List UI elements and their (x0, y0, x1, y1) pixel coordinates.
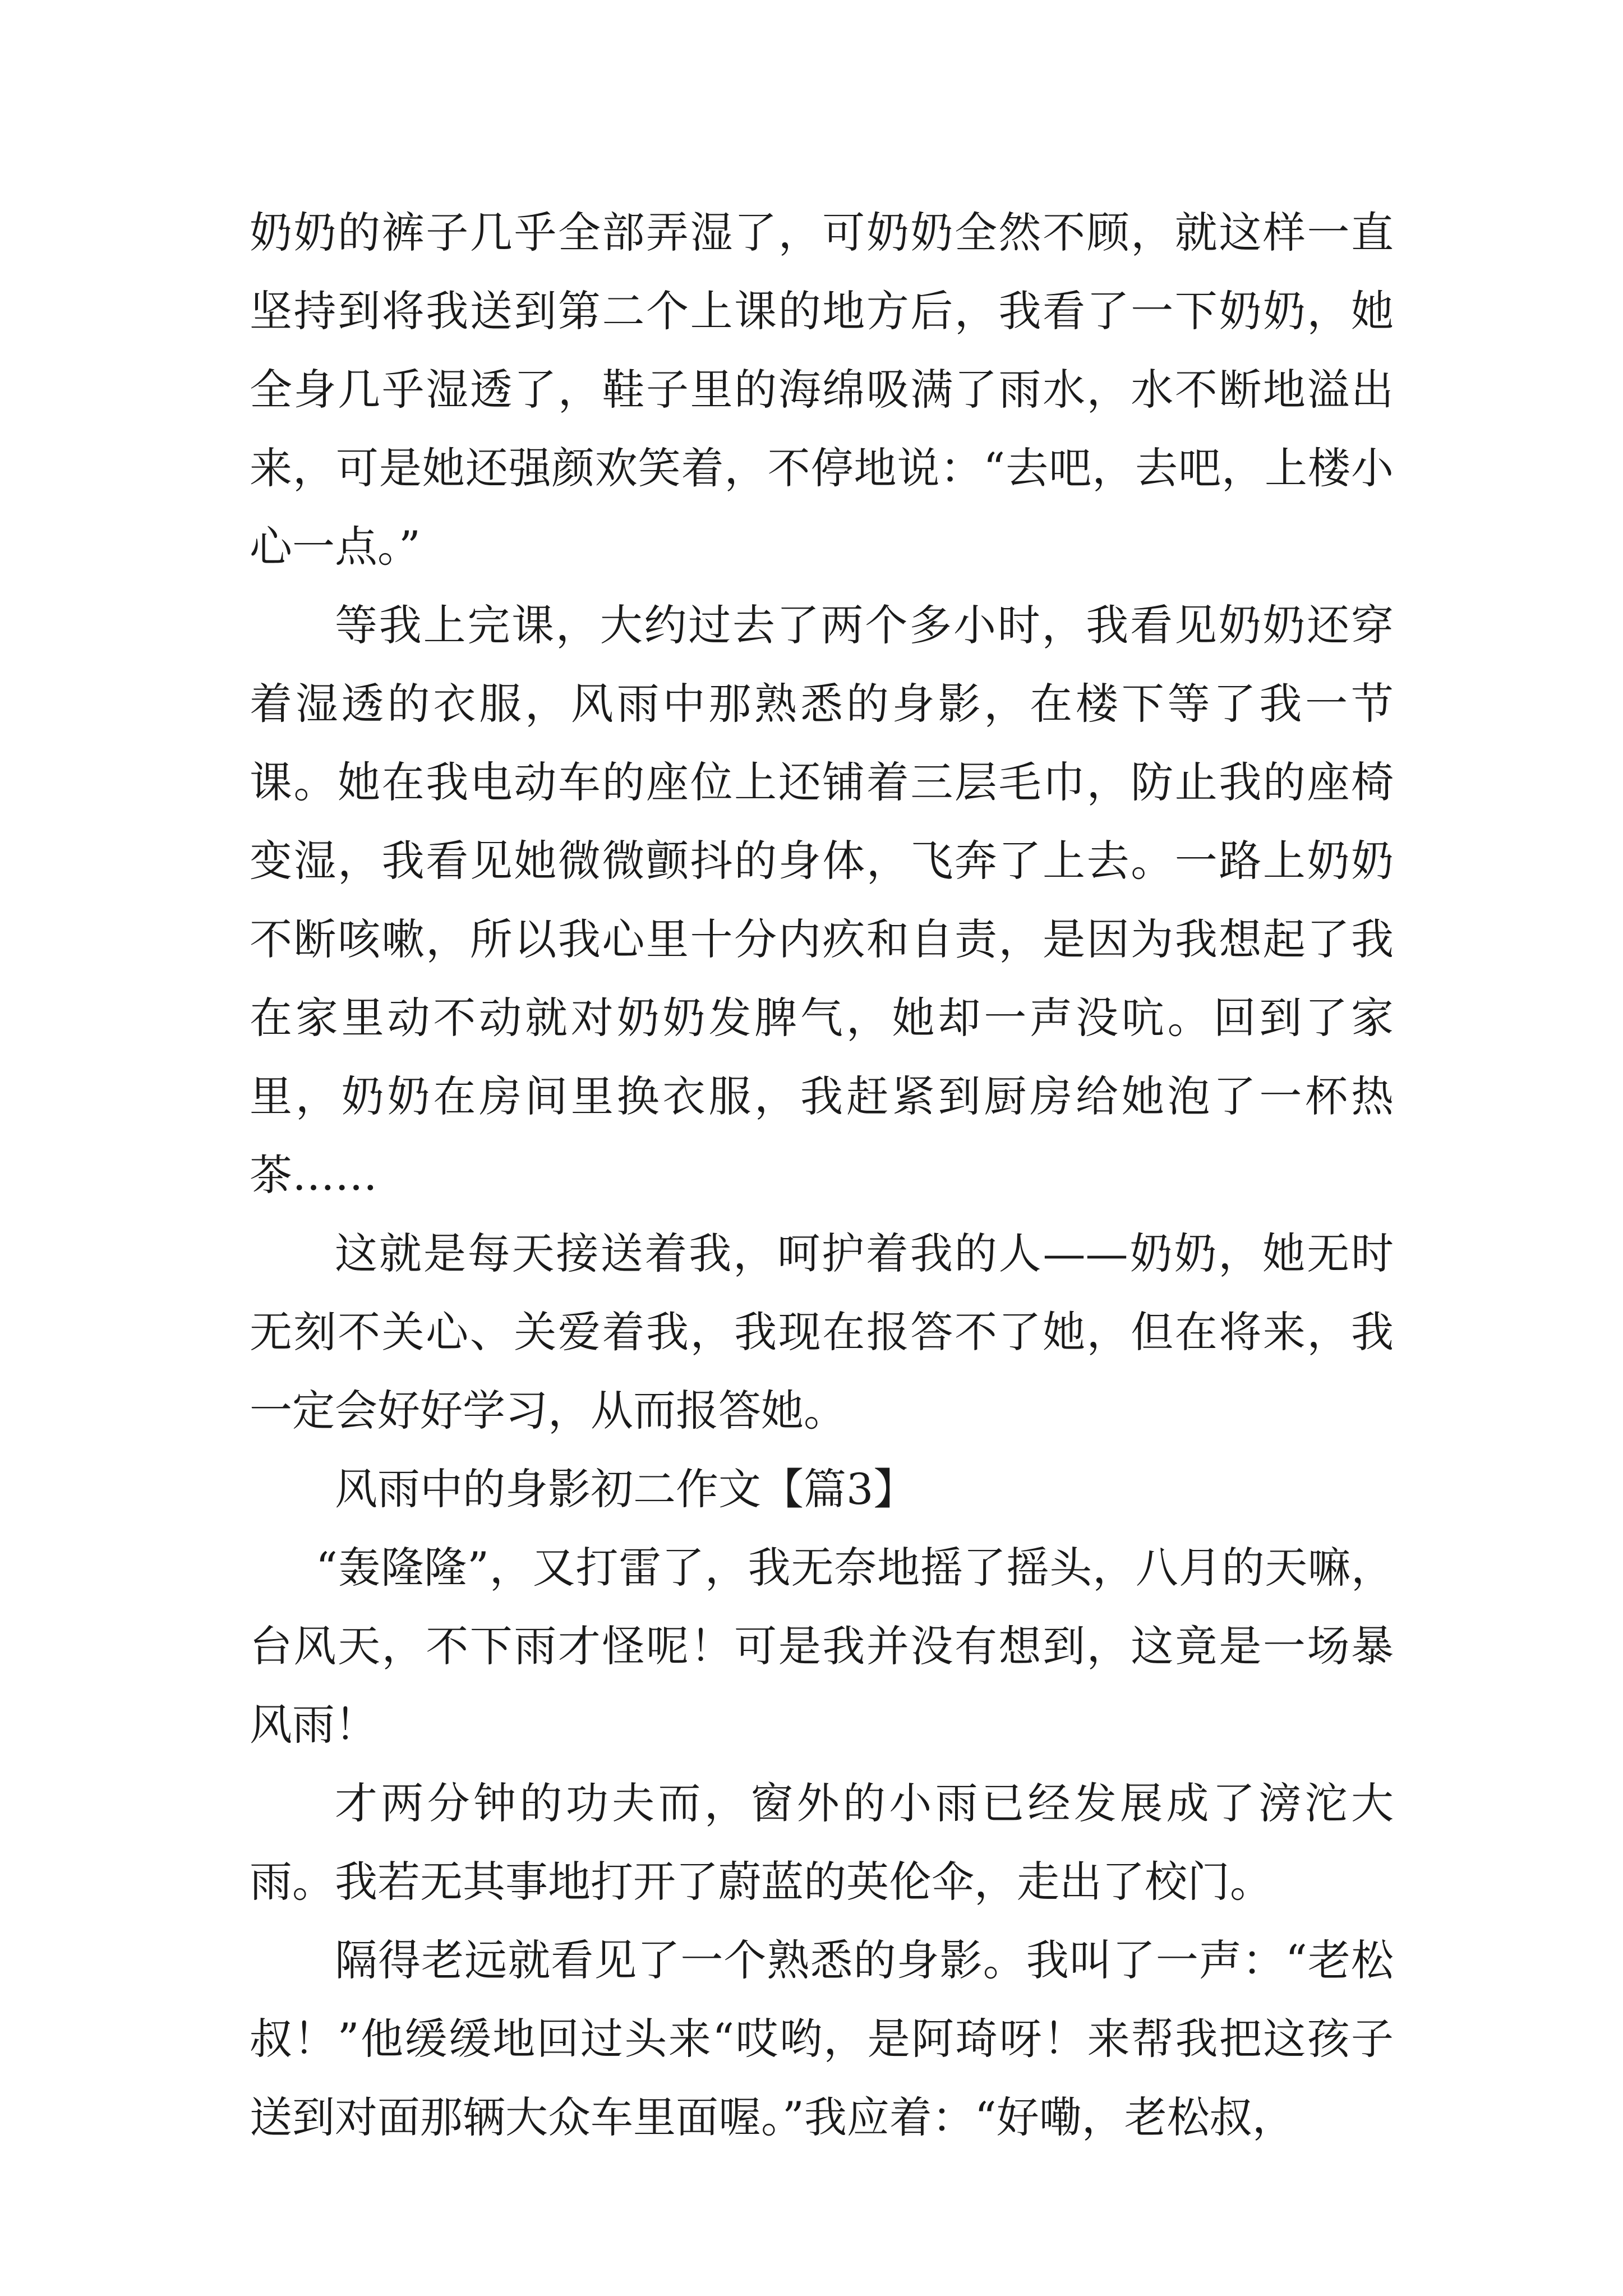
paragraph-7: 隔得老远就看见了一个熟悉的身影。我叫了一声：“老松叔！”他缓缓地回过头来“哎哟，是阿琦呀！来帮我把这孩子送到对面那辆大众车里面喔。”我应着：“好嘞，老松叔， (250, 1935, 1394, 2142)
paragraph-1: 奶奶的裤子几乎全部弄湿了，可奶奶全然不顾，就这样一直坚持到将我送到第二个上课的地方后，我看了一下奶奶，她全身几乎湿透了，鞋子里的海绵吸满了雨水，水不断地溢出来，可是她还强颜欢笑着，不停地说：“去吧，去吧，上楼小心一点。” (250, 208, 1394, 572)
section-heading: 风雨中的身影初二作文【篇3】 (335, 1464, 916, 1514)
paragraph-3: 这就是每天接送着我，呵护着我的人——奶奶，她无时无刻不关心、关爱着我，我现在报答不了她，但在将来，我一定会好好学习，从而报答她。 (250, 1228, 1394, 1435)
article-body (250, 194, 1394, 2157)
paragraph-6: 才两分钟的功夫而，窗外的小雨已经发展成了滂沱大雨。我若无其事地打开了蔚蓝的英伦伞，走出了校门。 (250, 1778, 1394, 1907)
paragraph-5: “轰隆隆”，又打雷了，我无奈地摇了摇头，八月的天嘛，台风天，不下雨才怪呢！可是我并没有想到，这竟是一场暴风雨！ (250, 1543, 1394, 1750)
paragraph-2: 等我上完课，大约过去了两个多小时，我看见奶奶还穿着湿透的衣服，风雨中那熟悉的身影，在楼下等了我一节课。她在我电动车的座位上还铺着三层毛巾，防止我的座椅变湿，我看见她微微颤抖的身体，飞奔了上去。一路上奶奶不断咳嗽，所以我心里十分内疚和自责，是因为我想起了我在家里动不动就对奶奶发脾气，她却一声没吭。回到了家里，奶奶在房间里换衣服，我赶紧到厨房给她泡了一杯热茶…… (250, 600, 1394, 1200)
